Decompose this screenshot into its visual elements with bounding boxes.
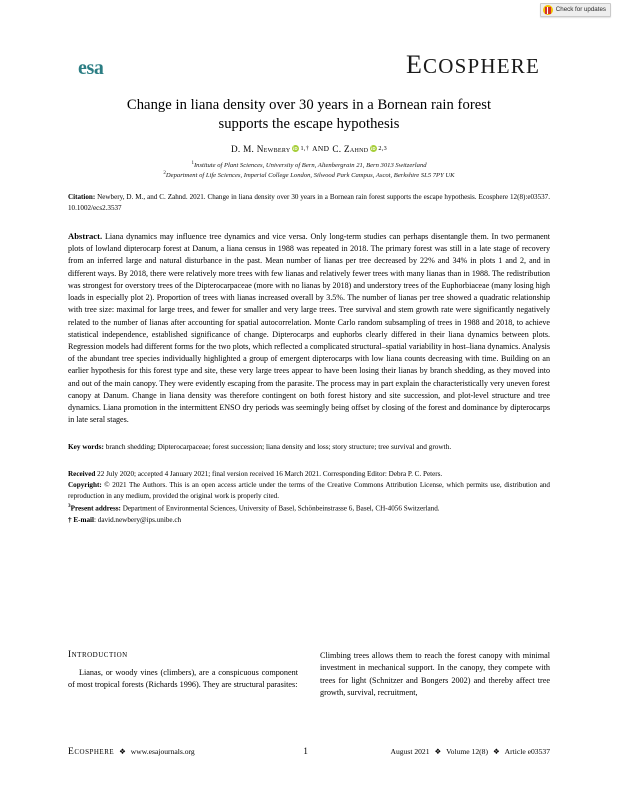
article-title-line1: Change in liana density over 30 years in a Bornean rain forest bbox=[126, 97, 492, 113]
page-footer bbox=[68, 746, 550, 757]
floret-icon: ❖ bbox=[493, 747, 500, 756]
masthead bbox=[78, 52, 540, 78]
affiliation-marker: 2 bbox=[163, 171, 166, 177]
copyright-label: Copyright: bbox=[68, 480, 102, 489]
author-affiliation-marker-2: 2,3 bbox=[378, 145, 388, 152]
author-name-2: C. Zahnd bbox=[332, 143, 369, 154]
journal-title-rest: COSPHERE bbox=[423, 54, 540, 78]
section-heading-introduction: Introduction bbox=[68, 650, 128, 660]
affiliation-list bbox=[70, 160, 548, 181]
author-conjunction: AND bbox=[312, 144, 330, 153]
footer-left bbox=[68, 746, 195, 757]
affiliation-marker: 1 bbox=[191, 160, 194, 166]
present-address-marker: 3 bbox=[68, 503, 71, 510]
copyright-text: © 2021 The Authors. This is an open access article under the terms of the Creative Commons Attribution License, which permits use, distribution and reproduction in any medium, provided the original work is properly cited. bbox=[68, 480, 550, 501]
article-title-line2: supports the escape hypothesis bbox=[218, 116, 400, 133]
email-label: E-mail bbox=[73, 515, 95, 524]
floret-icon: ❖ bbox=[119, 747, 126, 756]
journal-title bbox=[406, 52, 540, 78]
footer-volume: Volume 12(8) bbox=[446, 747, 489, 756]
footer-journal-name: Ecosphere bbox=[68, 746, 115, 757]
received-label: Received bbox=[68, 469, 96, 478]
intro-paragraph-right: Climbing trees allows them to reach the forest canopy with minimal investment in mechanical support. In the canopy, they compete with trees for light (Schnitzer and Bongers 2002) and thereby affect tree growth, survival, recruitment, bbox=[320, 651, 550, 697]
abstract-area bbox=[68, 192, 550, 526]
footer-date: August 2021 bbox=[390, 747, 430, 756]
column-left bbox=[68, 650, 298, 699]
introduction-section bbox=[68, 650, 550, 699]
title-block bbox=[70, 96, 548, 181]
orcid-id-icon[interactable] bbox=[292, 145, 299, 152]
affiliation-text: Department of Life Sciences, Imperial College London, Silwood Park Campus, Ascot, Berkshire SL5 7PY UK bbox=[165, 172, 455, 180]
citation-block bbox=[68, 192, 550, 214]
journal-title-initial: E bbox=[405, 50, 424, 79]
orcid-id-icon[interactable] bbox=[370, 145, 377, 152]
author-list bbox=[70, 144, 548, 154]
crossmark-icon bbox=[543, 5, 553, 15]
email-line bbox=[68, 515, 550, 526]
citation-text: Newbery, D. M., and C. Zahnd. 2021. Change in liana density over 30 years in a Bornean rain forest supports the escape hypothesis. Ecosphere 12(8):e03537. 10.1002/ecs2.3537 bbox=[68, 193, 550, 212]
affiliation-item bbox=[70, 170, 548, 181]
article-metadata bbox=[68, 469, 550, 526]
present-address-text: Department of Environmental Sciences, University of Basel, Schönbeinstrasse 6, Basel, CH-4056 Switzerland. bbox=[120, 504, 440, 513]
footer-article: Article e03537 bbox=[504, 747, 550, 756]
affiliation-text: Institute of Plant Sciences, University of Bern, Altenbergrain 21, Bern 3013 Switzerland bbox=[193, 161, 427, 169]
keywords-block bbox=[68, 441, 550, 452]
copyright-line bbox=[68, 480, 550, 502]
footer-page-number: 1 bbox=[303, 746, 308, 756]
present-address-label: Present address: bbox=[70, 504, 121, 513]
author-affiliation-marker-1: 1,† bbox=[300, 145, 310, 152]
check-for-updates-badge[interactable] bbox=[540, 3, 611, 17]
floret-icon: ❖ bbox=[434, 747, 442, 756]
footer-right bbox=[391, 747, 551, 756]
abstract-text: Liana dynamics may influence tree dynamics and vice versa. Only long-term studies can perhaps disentangle them. In two permanent plots of lowland dipterocarp forest at Danum, a liana census in 1988 was repeated in 2018. The primary forest was still in a late stage of recovery from an inferred large and natural disturbance in the past. Mean number of lianas per tree decreased by 22% and 34% in plots 1 and 2, and in different ways. By 2018, there were relatively more trees with few lianas and relatively fewer trees with many lianas than in 1988. The redistribution was strongest for overstory trees of the Dipterocarpaceae (more with no lianas by 2018) and understory trees of the Euphorbiaceae (many losing high loads in especially plot 2). Proportion of trees with lianas increased overall by 3.5%. The number of lianas per tree showed a quadratic relationship with tree size: maximal for large trees, and fewer for smaller and very large trees. Tree survival and stem growth rate were significantly negatively related to the number of lianas after accounting for spatial autocorrelation. Monte Carlo random subsampling of trees in 1988 and 2018, to achieve statistical independence, established significance of change. Dipterocarps and euphorbs clearly differed in their liana dynamics between plots. Regression models had different forms for the two plots, which reflected a complicated structural–spatial variability in host–liana dynamics. Analysis of the abundant tree species individually highlighted a group of emergent dipterocarps with low liana counts decreasing with time. Building on an earlier hypothesis for this forest type and site, these very large trees appear to have been losing their lianas by branch shedding, as they moved into and out of the main canopy. They were evidently escaping from the parasite. The process may in part explain the characteristically very uneven forest canopy at Danum. Change in liana density was therefore contingent on both forest history and site succession, and plot-level structure and tree dynamics. Liana promotion in the intermittent ENSO dry periods was seemingly being offset by closing of the forest and dominance by dipterocarps in late seral stages. bbox=[68, 231, 550, 425]
abstract-label: Abstract. bbox=[68, 230, 103, 241]
dagger-marker: † bbox=[68, 515, 72, 524]
page-title bbox=[70, 96, 548, 135]
present-address-line bbox=[68, 502, 550, 515]
author-name-1: D. M. Newbery bbox=[230, 143, 291, 154]
intro-paragraph-left: Lianas, or woody vines (climbers), are a conspicuous component of most tropical forests (Richards 1996). They are structural parasites: bbox=[68, 668, 298, 690]
received-text: 22 July 2020; accepted 4 January 2021; final version received 16 March 2021. Corresponding Editor: Debra P. C. Peters. bbox=[95, 469, 443, 478]
esa-logo: esa bbox=[78, 57, 104, 79]
affiliation-item bbox=[70, 160, 548, 171]
received-line bbox=[68, 469, 550, 480]
keywords-text: branch shedding; Dipterocarpaceae; forest succession; liana density and loss; story structure; tree survival and growth. bbox=[103, 442, 452, 452]
citation-label: Citation: bbox=[68, 193, 96, 201]
keywords-label: Key words: bbox=[68, 442, 104, 452]
footer-url[interactable]: www.esajournals.org bbox=[130, 747, 195, 756]
check-for-updates-label: Check for updates bbox=[555, 5, 606, 13]
column-right bbox=[320, 650, 550, 699]
abstract-block bbox=[68, 230, 550, 427]
email-text[interactable]: : david.newbery@ips.unibe.ch bbox=[94, 515, 182, 524]
